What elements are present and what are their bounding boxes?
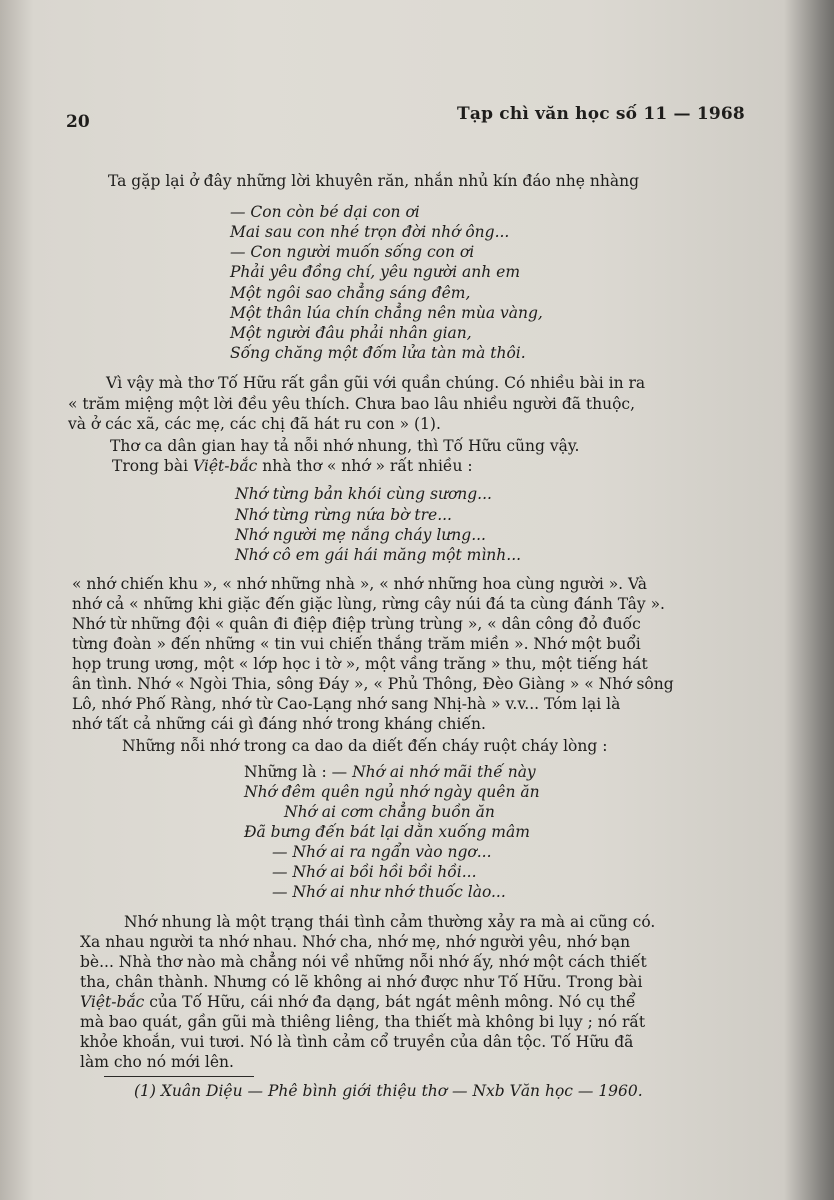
para3-after: nhà thơ « nhớ » rất nhiều : <box>257 457 473 475</box>
para3-title: Việt-bắc <box>192 457 258 475</box>
para6-line <box>80 992 636 1012</box>
poem2-line: Nhớ người mẹ nắng cháy lưng... <box>235 526 486 544</box>
para4-line: Lô, nhớ Phố Ràng, nhớ từ Cao-Lạng nhớ sang Nhị-hà » v.v... Tóm lại là <box>72 695 621 713</box>
para4-line: nhớ tất cả những cái gì đáng nhớ trong kháng chiến. <box>72 715 486 733</box>
page-number: 20 <box>66 112 90 132</box>
poem1-line: Một thân lúa chín chẳng nên mùa vàng, <box>230 304 543 322</box>
para4-line: từng đoàn » đến những « tin vui chiến thắng trăm miền ». Nhớ một buổi <box>72 635 641 653</box>
poem3-prefix: Những là : — <box>244 763 353 781</box>
para6-line: bè... Nhà thơ nào mà chẳng nói về những nỗi nhớ ấy, nhớ một cách thiết <box>80 953 647 971</box>
poem1-line: Phải yêu đồng chí, yêu người anh em <box>230 263 521 281</box>
poem3-line: — Nhớ ai ra ngẩn vào ngơ... <box>272 843 492 861</box>
para4-line: nhớ cả « những khi giặc đến giặc lùng, rừng cây núi đá ta cùng đánh Tây ». <box>72 595 665 613</box>
para6-title: Việt-bắc <box>80 993 145 1011</box>
para1-line: « trăm miệng một lời đều yêu thích. Chưa bao lâu nhiều người đã thuộc, <box>68 395 636 413</box>
para4-line: họp trung ương, một « lớp học i tờ », một vầng trăng » thu, một tiếng hát <box>72 655 648 673</box>
para1-line: Vì vậy mà thơ Tố Hữu rất gần gũi với quần chúng. Có nhiều bài in ra <box>106 374 646 392</box>
para6-line: tha, chân thành. Nhưng có lẽ không ai nhớ được như Tố Hữu. Trong bài <box>80 973 643 991</box>
poem3-line: — Nhớ ai bồi hồi bồi hồi... <box>272 863 477 881</box>
poem3-line <box>244 762 536 782</box>
poem3-line: — Nhớ ai như nhớ thuốc lào... <box>272 883 506 901</box>
poem1-line: Một người đâu phải nhân gian, <box>230 324 472 342</box>
para4-line: Nhớ từ những đội « quân đi điệp điệp trùng trùng », « dân công đỏ đuốc <box>72 615 641 633</box>
para6-line: Nhớ nhung là một trạng thái tình cảm thường xảy ra mà ai cũng có. <box>124 913 656 931</box>
para5-line: Những nỗi nhớ trong ca dao da diết đến cháy ruột cháy lòng : <box>122 737 608 755</box>
para4-line: ân tình. Nhớ « Ngòi Thia, sông Đáy », « Phủ Thông, Đèo Giàng » « Nhớ sông <box>72 675 674 693</box>
para6-line: Xa nhau người ta nhớ nhau. Nhớ cha, nhớ mẹ, nhớ người yêu, nhớ bạn <box>80 933 631 951</box>
poem3-line: Nhớ đêm quên ngủ nhớ ngày quên ăn <box>244 783 540 801</box>
poem3-line: Đã bưng đến bát lại dằn xuống mâm <box>244 823 530 841</box>
poem1-line: Sống chăng một đốm lửa tàn mà thôi. <box>230 344 526 362</box>
poem1-line: — Con người muốn sống con ơi <box>230 243 475 261</box>
poem1-line: Mai sau con nhé trọn đời nhớ ông... <box>230 223 510 241</box>
running-head: Tạp chì văn học số 11 — 1968 <box>457 104 745 124</box>
poem1-line: — Con còn bé dại con ơi <box>230 203 420 221</box>
para2-line: Thơ ca dân gian hay tả nỗi nhớ nhung, thì Tố Hữu cũng vậy. <box>110 437 580 455</box>
para3-before: Trong bài <box>112 457 193 475</box>
footnote-divider <box>104 1076 254 1077</box>
para4-line: « nhớ chiến khu », « nhớ những nhà », « nhớ những hoa cùng người ». Và <box>72 575 648 593</box>
poem1-line: Một ngôi sao chẳng sáng đêm, <box>230 284 471 302</box>
para6-rest: của Tố Hữu, cái nhớ đa dạng, bát ngát mênh mông. Nó cụ thể <box>144 993 636 1011</box>
poem3-line: Nhớ ai cơm chẳng buồn ăn <box>284 803 495 821</box>
para3-line <box>112 456 473 476</box>
poem2-line: Nhớ cô em gái hái măng một mình... <box>235 546 522 564</box>
para6-line: khỏe khoắn, vui tươi. Nó là tình cảm cổ truyền của dân tộc. Tố Hữu đã <box>80 1033 634 1051</box>
para1-line: và ở các xã, các mẹ, các chị đã hát ru con » (1). <box>68 415 441 433</box>
poem2-line: Nhớ từng rừng nứa bờ tre... <box>235 506 452 524</box>
footnote: (1) Xuân Diệu — Phê bình giới thiệu thơ — Nxb Văn học — 1960. <box>134 1082 643 1100</box>
poem2-line: Nhớ từng bản khói cùng sương... <box>235 485 492 503</box>
para6-line: mà bao quát, gần gũi mà thiêng liêng, tha thiết mà không bi lụy ; nó rất <box>80 1013 646 1031</box>
intro-line: Ta gặp lại ở đây những lời khuyên răn, nhắn nhủ kín đáo nhẹ nhàng <box>108 172 639 190</box>
para6-line: làm cho nó mới lên. <box>80 1053 234 1071</box>
poem3-first: Nhớ ai nhớ mãi thế này <box>352 763 536 781</box>
